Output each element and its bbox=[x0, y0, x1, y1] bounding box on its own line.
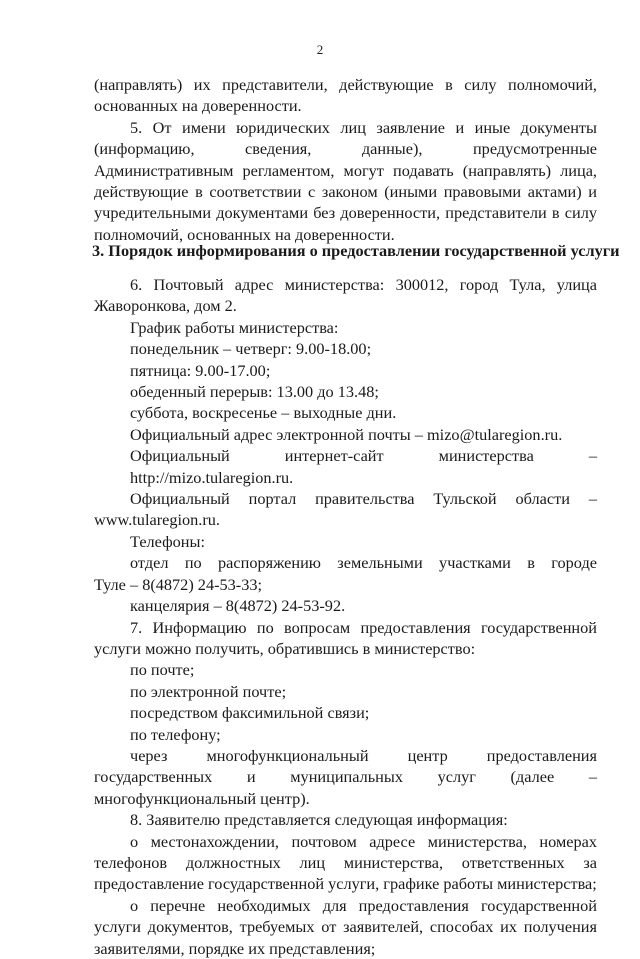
portal-line bbox=[94, 488, 597, 509]
portal-word: – bbox=[588, 489, 597, 509]
phone-dept-word: распоряжению bbox=[218, 553, 321, 573]
channel-phone: по телефону; bbox=[130, 724, 221, 744]
phone-dept-line bbox=[94, 552, 597, 573]
phone-dept-word: по bbox=[184, 553, 202, 573]
phone-dept-word: в bbox=[527, 553, 535, 573]
section-3-heading: 3. Порядок информирования о предоставлении государственной услуги bbox=[92, 241, 620, 260]
portal-word: правительства bbox=[315, 489, 415, 509]
paragraph-continuation: (направлять) их представители, действующие в силу полномочий, основанных на доверенности. bbox=[94, 75, 597, 116]
channel-fax: посредством факсимильной связи; bbox=[130, 703, 370, 723]
schedule-fri: пятница: 9.00-17.00; bbox=[130, 360, 271, 380]
phone-dept-word: отдел bbox=[130, 553, 169, 573]
paragraph-7: 7. Информацию по вопросам предоставления государственной услуги можно получить, обратившись в министерство: bbox=[94, 617, 597, 658]
schedule-weekend: суббота, воскресенье – выходные дни. bbox=[130, 403, 397, 423]
phone-dept-cont: Туле – 8(4872) 24-53-33; bbox=[94, 574, 263, 594]
phone-dept-word: земельными bbox=[337, 553, 423, 573]
paragraph-8-item-b: о перечне необходимых для предоставления государственной услуги документов, требуемых от заявителей, способах их получения заявителями, порядке их представления; bbox=[94, 895, 597, 958]
schedule-mon-thu: понедельник – четверг: 9.00-18.00; bbox=[130, 339, 372, 359]
portal-word: Тульской bbox=[433, 489, 497, 509]
schedule-lunch: обеденный перерыв: 13.00 до 13.48; bbox=[130, 382, 379, 402]
paragraph-8-item-a: о местонахождении, почтовом адресе министерства, номерах телефонов должностных лиц министерства, ответственных за предоставление государственной услуги, графике работы министерства; bbox=[94, 831, 597, 894]
text-block-top bbox=[94, 74, 597, 245]
schedule-title: График работы министерства: bbox=[130, 317, 339, 337]
portal-word: Официальный bbox=[130, 489, 230, 509]
page-number: 2 bbox=[316, 42, 324, 57]
channel-mfc: через многофункциональный центр предоставления государственных и муниципальных услуг (далее – многофункциональный центр). bbox=[94, 745, 597, 808]
portal-url: www.tularegion.ru. bbox=[94, 510, 220, 530]
site-line: Официальный интернет-сайт министерства – http://mizo.tularegion.ru. bbox=[130, 446, 597, 487]
paragraph-5: 5. От имени юридических лиц заявление и иные документы (информацию, сведения, данные), предусмотренные Административным регламентом, могут подавать (направлять) лица, действующие в соответствии с законом (иными правовыми актами) и учредительными документами без доверенности, представители в силу полномочий, основанных на доверенности. bbox=[94, 117, 597, 244]
phone-dept-word: городе bbox=[551, 553, 597, 573]
email-line: Официальный адрес электронной почты – mizo@tularegion.ru. bbox=[130, 424, 563, 444]
channel-email: по электронной почте; bbox=[130, 681, 287, 701]
paragraph-6: 6. Почтовый адрес министерства: 300012, город Тула, улица Жаворонкова, дом 2. bbox=[94, 275, 597, 316]
portal-word: области bbox=[515, 489, 570, 509]
phones-title: Телефоны: bbox=[130, 531, 205, 551]
phone-dept-word: участками bbox=[439, 553, 511, 573]
phone-office: канцелярия – 8(4872) 24-53-92. bbox=[130, 596, 346, 616]
text-block-section-3 bbox=[94, 274, 597, 959]
channel-mail: по почте; bbox=[130, 660, 195, 680]
paragraph-8: 8. Заявителю представляется следующая информация: bbox=[130, 810, 508, 830]
portal-word: портал bbox=[248, 489, 297, 509]
